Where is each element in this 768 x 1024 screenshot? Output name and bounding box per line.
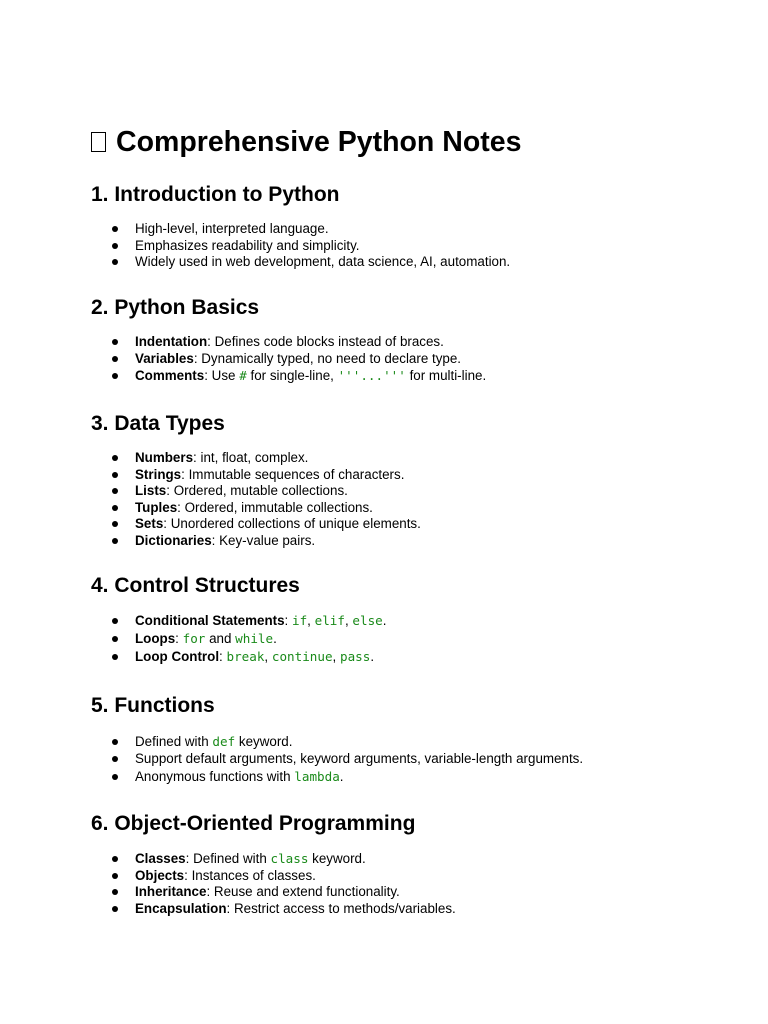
inline-code: if <box>292 613 308 628</box>
inline-code: else <box>352 613 383 628</box>
bullet-icon <box>112 618 118 624</box>
section-heading: 3. Data Types <box>91 412 225 435</box>
item-text: : <box>175 631 183 646</box>
list-item <box>91 334 486 351</box>
term-label: Loops <box>135 631 176 646</box>
term-label: Inheritance <box>135 884 207 899</box>
bullet-icon <box>112 538 118 544</box>
list-item <box>91 884 456 901</box>
list-item <box>91 221 510 238</box>
term-label: Lists <box>135 483 167 498</box>
bullet-icon <box>112 739 118 745</box>
term-label: Loop Control <box>135 649 220 664</box>
inline-code: '''...''' <box>337 368 406 383</box>
document-page <box>91 124 731 916</box>
bullet-icon <box>112 856 118 862</box>
term-label: Numbers <box>135 450 194 465</box>
list-item <box>91 367 486 385</box>
inline-code: def <box>212 734 236 749</box>
list-item <box>91 630 387 648</box>
item-text: : Ordered, mutable collections. <box>166 483 348 498</box>
inline-code: lambda <box>294 768 340 784</box>
section-heading: 4. Control Structures <box>91 574 300 597</box>
item-text: keyword. <box>308 851 366 866</box>
item-text: , <box>264 649 272 664</box>
term-label: Conditional Statements <box>135 613 285 628</box>
term-label: Indentation <box>135 334 208 349</box>
item-text: : <box>219 649 227 664</box>
list-item <box>91 612 387 630</box>
item-text: , <box>307 613 315 628</box>
list-item <box>91 238 510 255</box>
bullet-icon <box>112 521 118 527</box>
list-item <box>91 516 421 533</box>
item-text: . <box>370 649 375 664</box>
section-heading: 5. Functions <box>91 694 215 717</box>
missing-glyph-icon <box>91 132 106 152</box>
inline-code: # <box>239 368 247 383</box>
item-text: : Key-value pairs. <box>211 532 316 548</box>
list-item <box>91 483 421 500</box>
item-text: : Reuse and extend functionality. <box>206 884 400 899</box>
term-label: Variables <box>135 350 194 366</box>
section-heading: 2. Python Basics <box>91 296 260 319</box>
document-title <box>91 124 731 160</box>
bullet-icon <box>112 488 118 494</box>
item-text: . <box>273 631 277 646</box>
list-item <box>91 733 583 751</box>
item-text: for single-line, <box>246 368 338 383</box>
list-item <box>91 450 421 467</box>
bullet-icon <box>112 339 118 345</box>
term-label: Comments <box>135 368 205 383</box>
bullet-icon <box>112 373 118 379</box>
term-label: Strings <box>135 466 182 482</box>
list-item <box>91 467 421 484</box>
item-text: : Restrict access to methods/variables. <box>226 900 456 916</box>
bullet-icon <box>112 774 118 780</box>
item-text: Anonymous functions with <box>135 768 295 784</box>
item-text: : Instances of classes. <box>184 867 316 883</box>
item-text: : Immutable sequences of characters. <box>181 466 405 482</box>
bullet-list <box>91 851 456 917</box>
term-label: Encapsulation <box>135 900 227 916</box>
term-label: Sets <box>135 516 164 531</box>
section-heading: 6. Object-Oriented Programming <box>91 812 416 835</box>
list-item <box>91 351 486 368</box>
list-item <box>91 851 456 868</box>
bullet-list <box>91 612 387 666</box>
item-text: : int, float, complex. <box>193 450 309 465</box>
inline-code: continue <box>271 649 333 664</box>
term-label: Tuples <box>135 499 178 515</box>
list-item <box>91 533 421 550</box>
inline-code: for <box>182 631 206 646</box>
item-text: Defined with <box>135 734 213 749</box>
term-label: Dictionaries <box>135 532 212 548</box>
list-item <box>91 868 456 885</box>
item-text: : Unordered collections of unique elements. <box>163 516 421 531</box>
bullet-icon <box>112 356 118 362</box>
item-text: : Use <box>204 368 240 383</box>
item-text: : <box>284 613 292 628</box>
inline-code: while <box>235 631 274 646</box>
bullet-list <box>91 450 421 549</box>
item-text: , <box>332 649 340 664</box>
list-item <box>91 751 583 768</box>
bullet-list <box>91 733 583 786</box>
inline-code: elif <box>314 613 345 628</box>
bullet-list <box>91 334 486 385</box>
item-text: . <box>382 613 387 628</box>
bullet-icon <box>112 756 118 762</box>
bullet-icon <box>112 505 118 511</box>
bullet-icon <box>112 636 118 642</box>
bullet-icon <box>112 226 118 232</box>
item-text: Emphasizes readability and simplicity. <box>135 237 360 253</box>
term-label: Classes <box>135 851 186 866</box>
inline-code: break <box>226 649 265 664</box>
item-text: High-level, interpreted language. <box>135 221 329 236</box>
bullet-icon <box>112 873 118 879</box>
inline-code: class <box>270 851 309 866</box>
item-text: and <box>205 631 236 646</box>
list-item <box>91 254 510 271</box>
bullet-icon <box>112 455 118 461</box>
list-item <box>91 901 456 918</box>
item-text: Support default arguments, keyword arguments, variable-length arguments. <box>135 751 584 766</box>
bullet-icon <box>112 889 118 895</box>
list-item <box>91 500 421 517</box>
item-text: : Dynamically typed, no need to declare type. <box>193 350 462 366</box>
bullet-icon <box>112 654 118 660</box>
item-text: . <box>339 768 344 784</box>
bullet-list <box>91 221 510 271</box>
document-title-text: Comprehensive Python Notes <box>116 126 522 158</box>
item-text: for multi-line. <box>405 368 487 383</box>
list-item <box>91 768 583 786</box>
item-text: : Ordered, immutable collections. <box>177 499 373 515</box>
item-text: keyword. <box>235 734 293 749</box>
item-text: : Defined with <box>185 851 271 866</box>
item-text: : Defines code blocks instead of braces. <box>207 334 444 349</box>
bullet-icon <box>112 259 118 265</box>
bullet-icon <box>112 472 118 478</box>
bullet-icon <box>112 906 118 912</box>
item-text: Widely used in web development, data science, AI, automation. <box>135 254 511 269</box>
list-item <box>91 648 387 666</box>
inline-code: pass <box>340 649 371 664</box>
bullet-icon <box>112 243 118 249</box>
item-text: , <box>344 613 353 628</box>
term-label: Objects <box>135 867 185 883</box>
section-heading: 1. Introduction to Python <box>91 183 340 206</box>
